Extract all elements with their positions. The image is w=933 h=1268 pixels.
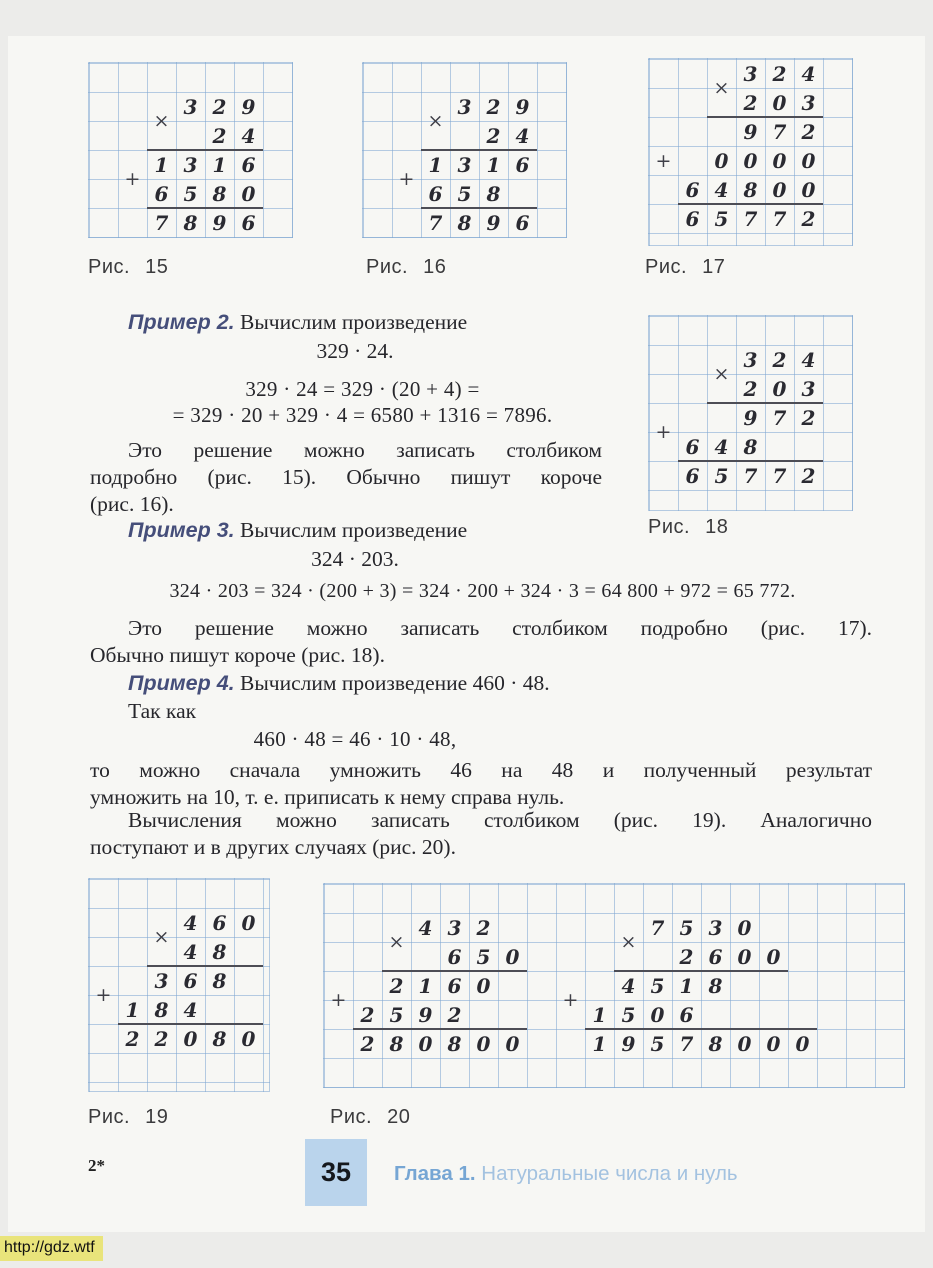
grid-digit: 5 [714,206,729,231]
multiply-sign: × [427,110,444,132]
grid-digit: 3 [183,152,198,177]
grid-digit: 6 [685,463,700,488]
example4-paragraph2 [90,807,872,861]
grid-digit: 7 [772,405,787,430]
grid-digit: 4 [714,434,729,459]
figure-15 [88,62,293,238]
example2-formula-line1: 329 · 24 = 329 · (20 + 4) = [245,377,480,401]
plus-sign: + [95,984,112,1006]
grid-digit: 4 [621,973,636,998]
grid-digit: 4 [241,123,256,148]
grid-digit: 7 [679,1031,694,1056]
paragraph-line: то можно сначала умножить 46 на 48 и полученный результат [90,758,872,782]
page-number-badge [305,1139,367,1206]
grid-digit: 5 [457,181,472,206]
plus-sign: + [655,421,672,443]
grid-digit: 0 [766,944,781,969]
grid-digit: 0 [241,910,256,935]
page-number: 35 [320,1157,352,1187]
grid-digit: 0 [772,90,787,115]
grid-digit: 5 [714,463,729,488]
grid-digit: 7 [743,206,758,231]
sum-rule [678,460,823,462]
plus-sign: + [562,989,579,1011]
example4-heading [90,670,872,697]
multiply-sign: × [713,77,730,99]
chapter-footer [394,1162,738,1186]
grid-digit: 2 [360,1002,375,1027]
grid-digit: 5 [183,181,198,206]
figure-15-caption: Рис. 15 [88,256,169,278]
figure-18-caption: Рис. 18 [648,516,729,538]
grid-digit: 0 [476,1031,491,1056]
grid-digit: 3 [801,90,816,115]
grid-digit: 4 [801,61,816,86]
grid-digit: 0 [743,148,758,173]
figure-17 [648,58,853,246]
grid-digit: 1 [592,1031,607,1056]
grid-digit: 2 [389,973,404,998]
grid-digit: 0 [505,944,520,969]
grid-digit: 2 [486,123,501,148]
grid-digit: 4 [714,177,729,202]
paragraph-line: подробно (рис. 15). Обычно пишут короче [90,465,602,489]
grid-digit: 4 [515,123,530,148]
grid-digit: 9 [241,94,256,119]
grid-digit: 1 [592,1002,607,1027]
chapter-label: Глава 1. [394,1162,476,1185]
grid-digit: 8 [708,1031,723,1056]
example3-formula: 324 · 203 = 324 · (200 + 3) = 324 · 200 + 324 · 3 = 64 800 + 972 = 65 772. [169,580,796,602]
grid-digit: 8 [183,210,198,235]
grid-digit: 3 [457,94,472,119]
grid-digit: 4 [183,939,198,964]
sum-rule [707,402,823,404]
grid-digit: 3 [183,94,198,119]
grid-digit: 2 [801,119,816,144]
grid-digit: 0 [737,915,752,940]
grid-digit: 0 [183,1026,198,1051]
grid-digit: 9 [515,94,530,119]
grid-digit: 1 [428,152,443,177]
example3-lead: Вычислим произведение [240,518,468,542]
grid-digit: 6 [515,152,530,177]
paragraph-line: Обычно пишут короче (рис. 18). [90,643,385,667]
multiply-sign: × [153,110,170,132]
example2-lead: Вычислим произведение [240,310,468,334]
grid-digit: 2 [486,94,501,119]
grid-digit: 0 [772,177,787,202]
grid-digit: 8 [486,181,501,206]
grid-digit: 3 [457,152,472,177]
example4-formula: 460 · 48 = 46 · 10 · 48, [253,727,457,751]
grid-digit: 6 [428,181,443,206]
grid-digit: 6 [241,210,256,235]
grid-digit: 4 [183,997,198,1022]
grid-digit: 8 [389,1031,404,1056]
grid-digit: 8 [708,973,723,998]
grid-digit: 7 [154,210,169,235]
grid-digit: 0 [241,181,256,206]
grid-digit: 6 [679,1002,694,1027]
grid-digit: 2 [772,347,787,372]
sum-rule [614,970,788,972]
grid-digit: 1 [418,973,433,998]
grid-digit: 6 [447,944,462,969]
grid-digit: 6 [183,968,198,993]
multiply-sign: × [713,363,730,385]
grid-digit: 3 [154,968,169,993]
grid-digit: 0 [418,1031,433,1056]
grid-digit: 3 [743,61,758,86]
example3-paragraph [90,615,872,669]
grid-digit: 0 [801,148,816,173]
sum-rule [147,207,263,209]
grid-digit: 2 [801,463,816,488]
grid-digit: 5 [650,973,665,998]
figure-16 [362,62,567,238]
grid-digit: 3 [743,347,758,372]
grid-digit: 8 [743,434,758,459]
grid-digit: 5 [621,1002,636,1027]
grid-digit: 5 [389,1002,404,1027]
grid-digit: 2 [476,915,491,940]
paragraph-line: Это решение можно записать столбиком подробно (рис. 17). [128,616,872,640]
grid-digit: 2 [360,1031,375,1056]
example2-label: Пример 2. [128,310,235,334]
grid-digit: 0 [772,148,787,173]
sum-rule [147,965,263,967]
paragraph-line: Это решение можно записать столбиком [128,438,602,462]
grid-digit: 7 [772,119,787,144]
grid-digit: 8 [212,1026,227,1051]
chapter-title: Натуральные числа и нуль [481,1162,738,1185]
grid-digit: 0 [476,973,491,998]
paragraph-line: поступают и в других случаях (рис. 20). [90,835,456,859]
grid-digit: 7 [650,915,665,940]
grid-digit: 7 [743,463,758,488]
grid-digit: 5 [679,915,694,940]
grid-digit: 2 [125,1026,140,1051]
multiply-sign: × [153,926,170,948]
grid-digit: 6 [685,177,700,202]
grid-digit: 2 [743,90,758,115]
example2-formula-line2: = 329 · 20 + 329 · 4 = 6580 + 1316 = 7896. [172,403,553,427]
grid-digit: 6 [241,152,256,177]
watermark-url: http://gdz.wtf [0,1236,103,1261]
figure-20-caption: Рис. 20 [330,1106,411,1128]
grid-digit: 9 [743,405,758,430]
grid-digit: 2 [801,405,816,430]
grid-digit: 8 [212,939,227,964]
figure-20 [323,883,905,1088]
grid-digit: 1 [679,973,694,998]
grid-digit: 4 [183,910,198,935]
grid-digit: 2 [772,61,787,86]
grid-digit: 6 [708,944,723,969]
grid-digit: 8 [447,1031,462,1056]
sum-rule [707,116,823,118]
sum-rule [585,1028,817,1030]
grid-digit: 0 [801,177,816,202]
grid-digit: 0 [714,148,729,173]
grid-digit: 8 [457,210,472,235]
grid-digit: 2 [743,376,758,401]
paragraph-line: (рис. 16). [90,492,174,516]
grid-digit: 5 [476,944,491,969]
figure-17-caption: Рис. 17 [645,256,726,278]
plus-sign: + [124,168,141,190]
example2-paragraph [90,437,602,518]
example4-label: Пример 4. [128,671,235,695]
plus-sign: + [655,149,672,172]
multiply-sign: × [620,931,637,953]
grid-digit: 2 [154,1026,169,1051]
grid-digit: 0 [241,1026,256,1051]
multiply-sign: × [388,931,405,953]
grid-digit: 1 [486,152,501,177]
grid-digit: 0 [772,376,787,401]
sum-rule [678,203,823,205]
grid-digit: 8 [743,177,758,202]
sum-rule [421,207,537,209]
grid-digit: 6 [515,210,530,235]
grid-digit: 8 [212,968,227,993]
grid-digit: 7 [772,206,787,231]
grid-digit: 2 [212,123,227,148]
grid-digit: 2 [679,944,694,969]
grid-digit: 0 [766,1031,781,1056]
example2-expression: 329 · 24. [316,339,394,363]
sum-rule [382,970,527,972]
example4-so-line: Так как [128,699,197,723]
grid-digit: 7 [428,210,443,235]
figure-19-caption: Рис. 19 [88,1106,169,1128]
figure-19 [88,878,270,1092]
example4-paragraph1 [90,757,872,811]
example2-heading [90,309,635,336]
example3-heading [90,517,635,544]
example4-lead: Вычислим произведение 460 · 48. [240,671,550,695]
grid-digit: 0 [650,1002,665,1027]
grid-digit: 6 [212,910,227,935]
grid-digit: 9 [212,210,227,235]
paragraph-line: умножить на 10, т. е. приписать к нему справа нуль. [90,785,565,809]
grid-digit: 2 [447,1002,462,1027]
sum-rule [421,149,537,151]
grid-digit: 6 [685,434,700,459]
grid-digit: 6 [447,973,462,998]
grid-digit: 1 [212,152,227,177]
plus-sign: + [330,989,347,1011]
grid-digit: 1 [154,152,169,177]
grid-digit: 9 [621,1031,636,1056]
grid-digit: 9 [743,119,758,144]
grid-digit: 4 [418,915,433,940]
grid-digit: 5 [650,1031,665,1056]
grid-digit: 3 [447,915,462,940]
figure-18 [648,315,853,511]
grid-digit: 4 [801,347,816,372]
grid-digit: 0 [737,1031,752,1056]
sum-rule [353,1028,527,1030]
grid-digit: 0 [505,1031,520,1056]
grid-digit: 9 [418,1002,433,1027]
grid-digit: 2 [212,94,227,119]
grid-digit: 8 [212,181,227,206]
grid-digit: 8 [154,997,169,1022]
grid-digit: 7 [772,463,787,488]
grid-digit: 3 [708,915,723,940]
grid-digit: 0 [795,1031,810,1056]
grid-digit: 9 [486,210,501,235]
plus-sign: + [398,168,415,190]
print-signature-mark: 2* [88,1156,105,1175]
sum-rule [147,149,263,151]
figure-16-caption: Рис. 16 [366,256,447,278]
grid-digit: 0 [737,944,752,969]
grid-digit: 3 [801,376,816,401]
grid-digit: 6 [154,181,169,206]
sum-rule [118,1023,263,1025]
grid-digit: 2 [801,206,816,231]
example3-label: Пример 3. [128,518,235,542]
paragraph-line: Вычисления можно записать столбиком (рис. 19). Аналогично [128,808,872,832]
grid-digit: 1 [125,997,140,1022]
grid-digit: 6 [685,206,700,231]
example3-expression: 324 · 203. [311,547,399,571]
